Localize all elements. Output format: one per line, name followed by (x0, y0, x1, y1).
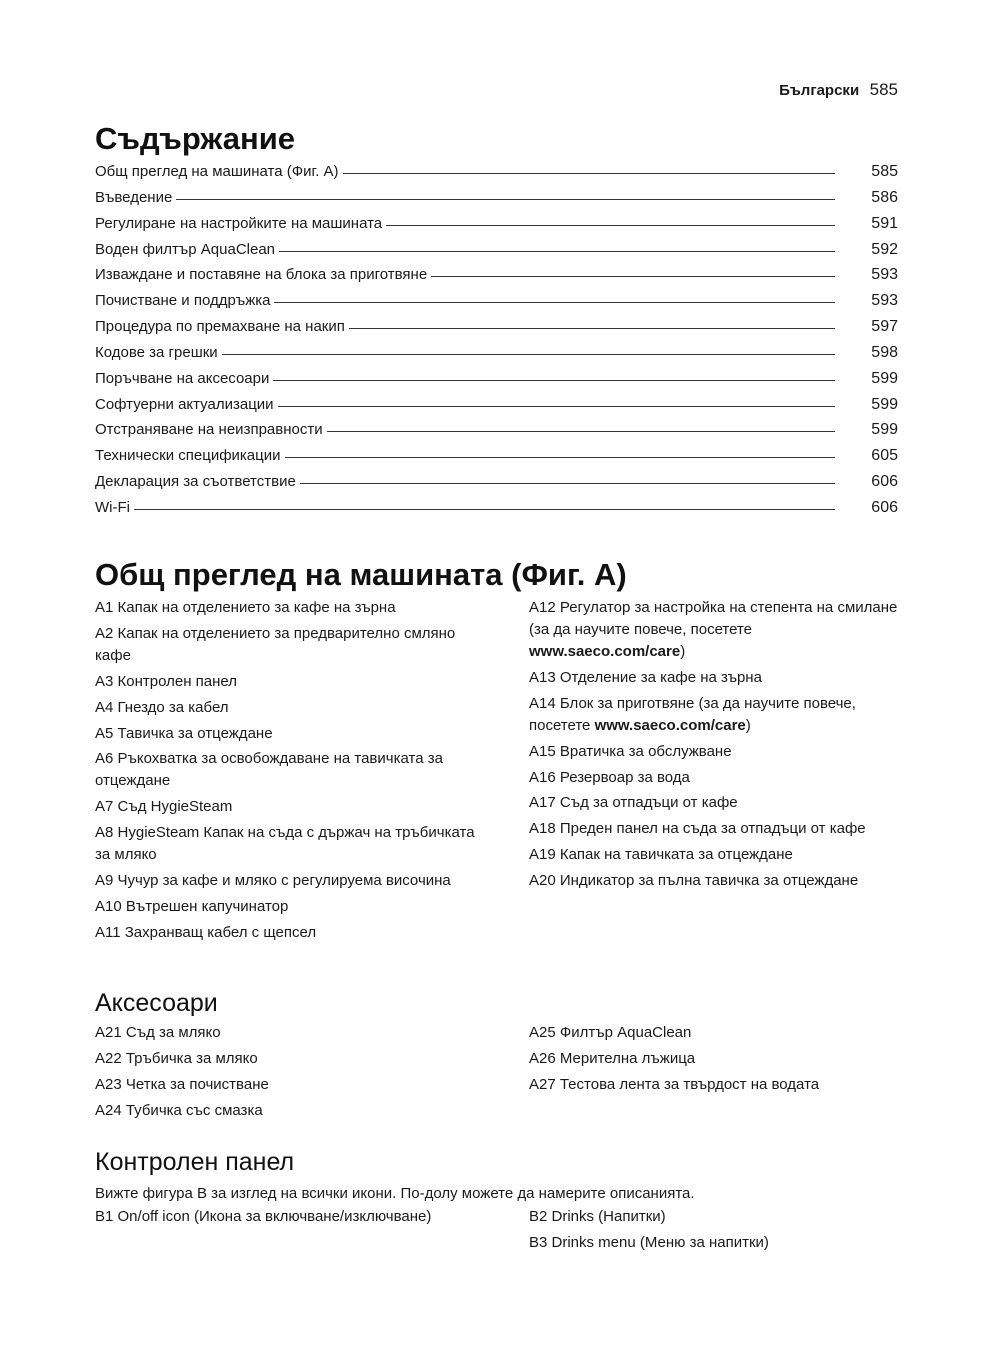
toc-entry-page: 593 (871, 266, 898, 284)
item-text: A6 Ръкохватка за освобождаване на тавичката за отцеждане (95, 750, 443, 790)
care-link[interactable]: www.saeco.com/care (594, 716, 746, 734)
toc-entry-page: 598 (871, 343, 898, 361)
item-text: A7 Съд HygieSteam (95, 798, 233, 816)
toc-entry-label: Почистване и поддръжка (95, 292, 271, 310)
overview-columns (95, 597, 898, 948)
item-text: A26 Мерителна лъжица (529, 1049, 696, 1067)
item-text: A21 Съд за мляко (95, 1024, 221, 1041)
toc-leader-line (279, 251, 835, 252)
item-text: A2 Капак на отделението за предварително смляно кафе (95, 624, 456, 664)
toc-entry-page: 599 (871, 421, 898, 439)
list-item (529, 1048, 898, 1070)
item-text: A19 Капак на тавичката за отцеждане (529, 846, 793, 864)
toc-entry-page: 599 (871, 369, 898, 387)
list-item (95, 896, 475, 918)
toc-leader-line (134, 509, 835, 510)
item-text: A10 Вътрешен капучинатор (95, 898, 289, 916)
toc-entry-label: Регулиране на настройките на машината (95, 214, 383, 232)
toc-entry[interactable] (95, 447, 898, 473)
item-text: A27 Тестова лента за твърдост на водата (529, 1075, 820, 1093)
toc-entry[interactable] (95, 499, 898, 525)
toc-entry[interactable] (95, 163, 898, 189)
toc-entry[interactable] (95, 189, 898, 215)
list-item (95, 922, 475, 944)
list-item (95, 1100, 475, 1122)
overview-left-list (95, 597, 475, 948)
item-text: A25 Филтър AquaClean (529, 1024, 692, 1041)
toc-entry-label: Воден филтър AquaClean (95, 240, 276, 258)
toc-leader-line (343, 173, 835, 174)
toc-entry-label: Отстраняване на неизправности (95, 421, 323, 439)
item-text: A24 Тубичка със смазка (95, 1101, 263, 1119)
toc-leader-line (349, 328, 835, 329)
toc-entry-label: Поръчване на аксесоари (95, 369, 270, 387)
item-text: A3 Контролен панел (95, 672, 237, 690)
toc-entry[interactable] (95, 344, 898, 370)
accessories-columns (95, 1022, 898, 1126)
list-item (95, 796, 475, 818)
list-item (529, 792, 898, 814)
toc-entry[interactable] (95, 318, 898, 344)
item-text: A12 Регулатор за настройка на степента на смилане (за да научите повече, посетете (529, 599, 898, 638)
control-panel-left-list (95, 1206, 475, 1258)
toc-leader-line (222, 354, 835, 355)
toc-entry[interactable] (95, 241, 898, 267)
item-text: A16 Резервоар за вода (529, 768, 690, 786)
list-item (95, 697, 475, 719)
toc-entry[interactable] (95, 215, 898, 241)
item-text: A23 Четка за почистване (95, 1075, 269, 1093)
toc-entry-label: Въведение (95, 188, 173, 206)
toc-entry-label: Wi-Fi (95, 498, 130, 516)
toc-entry-page: 586 (871, 188, 898, 206)
toc-leader-line (274, 302, 835, 303)
header-page-number: 585 (869, 80, 898, 99)
toc-entry-label: Кодове за грешки (95, 343, 218, 361)
item-text: B3 Drinks menu (Меню за напитки) (529, 1233, 769, 1251)
item-text: A15 Вратичка за обслужване (529, 742, 732, 760)
toc-entry-label: Софтуерни актуализации (95, 395, 274, 413)
list-item (529, 844, 898, 866)
toc-entry[interactable] (95, 396, 898, 422)
list-item (529, 741, 898, 763)
item-text: A14 Блок за приготвяне (за да научите повече, посетете (529, 694, 856, 734)
toc-leader-line (386, 225, 835, 226)
toc-entry-label: Декларация за съответствие (95, 473, 296, 491)
list-item (95, 623, 475, 667)
list-item (529, 693, 898, 737)
list-item (529, 1206, 898, 1228)
toc-entry-page: 606 (871, 498, 898, 516)
item-text: A18 Преден панел на съда за отпадъци от кафе (529, 820, 866, 838)
list-item (529, 870, 898, 892)
item-text: A5 Тавичка за отцеждане (95, 724, 273, 742)
item-text: A4 Гнездо за кабел (95, 698, 229, 716)
toc-leader-line (431, 276, 835, 277)
list-item (529, 667, 898, 689)
accessories-left-list (95, 1022, 475, 1126)
toc-entry-page: 593 (871, 292, 898, 310)
overview-right-list (529, 597, 898, 948)
control-panel-intro: Вижте фигура B за изглед на всички икони. По-долу можете да намерите описанията. (95, 1185, 695, 1202)
list-item (95, 723, 475, 745)
list-item (95, 748, 475, 792)
toc-leader-line (285, 457, 835, 458)
list-item (529, 1074, 898, 1096)
list-item (95, 1074, 475, 1096)
toc-entry[interactable] (95, 473, 898, 499)
toc-entry[interactable] (95, 266, 898, 292)
toc-entry-label: Изваждане и поставяне на блока за приготвяне (95, 266, 428, 284)
list-item (95, 870, 475, 892)
list-item (95, 1206, 475, 1228)
toc-entry-label: Общ преглед на машината (Фиг. A) (95, 163, 339, 180)
toc-leader-line (300, 483, 835, 484)
toc-entry[interactable] (95, 421, 898, 447)
toc-entry-page: 605 (871, 447, 898, 465)
toc-entry-page: 599 (871, 395, 898, 413)
toc-entry[interactable] (95, 292, 898, 318)
item-text: A8 HygieSteam Капак на съда с държач на тръбичката за мляко (95, 824, 475, 864)
list-item (95, 1048, 475, 1070)
toc-leader-line (278, 406, 835, 407)
care-link[interactable]: www.saeco.com/care (529, 643, 681, 660)
list-item (529, 1232, 898, 1254)
toc-entry-page: 592 (871, 240, 898, 258)
list-item (95, 822, 475, 866)
toc-entry-page: 606 (871, 473, 898, 491)
item-text: B1 On/off icon (Икона за включване/изключване) (95, 1208, 432, 1225)
toc-entry-page: 585 (871, 163, 898, 180)
list-item (529, 767, 898, 789)
toc-entry[interactable] (95, 370, 898, 396)
toc-leader-line (273, 380, 835, 381)
toc-entry-label: Процедура по премахване на накип (95, 318, 345, 336)
toc-leader-line (176, 199, 835, 200)
item-text: B2 Drinks (Напитки) (529, 1208, 666, 1225)
list-item (529, 818, 898, 840)
item-text: A1 Капак на отделението за кафе на зърна (95, 599, 396, 616)
accessories-right-list (529, 1022, 898, 1126)
item-text: A20 Индикатор за пълна тавичка за отцеждане (529, 872, 859, 890)
header-language: Български (779, 82, 860, 99)
item-text: A11 Захранващ кабел с щепсел (95, 923, 317, 941)
accessories-title: Аксесоари (95, 989, 218, 1017)
control-panel-right-list (529, 1206, 898, 1258)
item-text: A22 Тръбичка за мляко (95, 1049, 258, 1067)
table-of-contents (95, 163, 898, 525)
page-header (779, 80, 898, 101)
overview-title: Общ преглед на машината (Фиг. A) (95, 557, 627, 592)
list-item (95, 671, 475, 693)
toc-leader-line (327, 431, 835, 432)
toc-entry-page: 597 (871, 318, 898, 336)
control-panel-columns (95, 1206, 898, 1258)
item-text: A13 Отделение за кафе на зърна (529, 668, 762, 686)
list-item (529, 597, 898, 663)
list-item (95, 1022, 475, 1044)
item-suffix: ) (680, 643, 686, 660)
control-panel-title: Контролен панел (95, 1148, 295, 1176)
list-item (529, 1022, 898, 1044)
item-text: A9 Чучур за кафе и мляко с регулируема височина (95, 872, 451, 890)
toc-title: Съдържание (95, 121, 296, 156)
item-text: A17 Съд за отпадъци от кафе (529, 794, 738, 812)
list-item (95, 597, 475, 619)
toc-entry-page: 591 (871, 214, 898, 232)
toc-entry-label: Технически спецификации (95, 447, 281, 465)
item-suffix: ) (745, 716, 751, 734)
